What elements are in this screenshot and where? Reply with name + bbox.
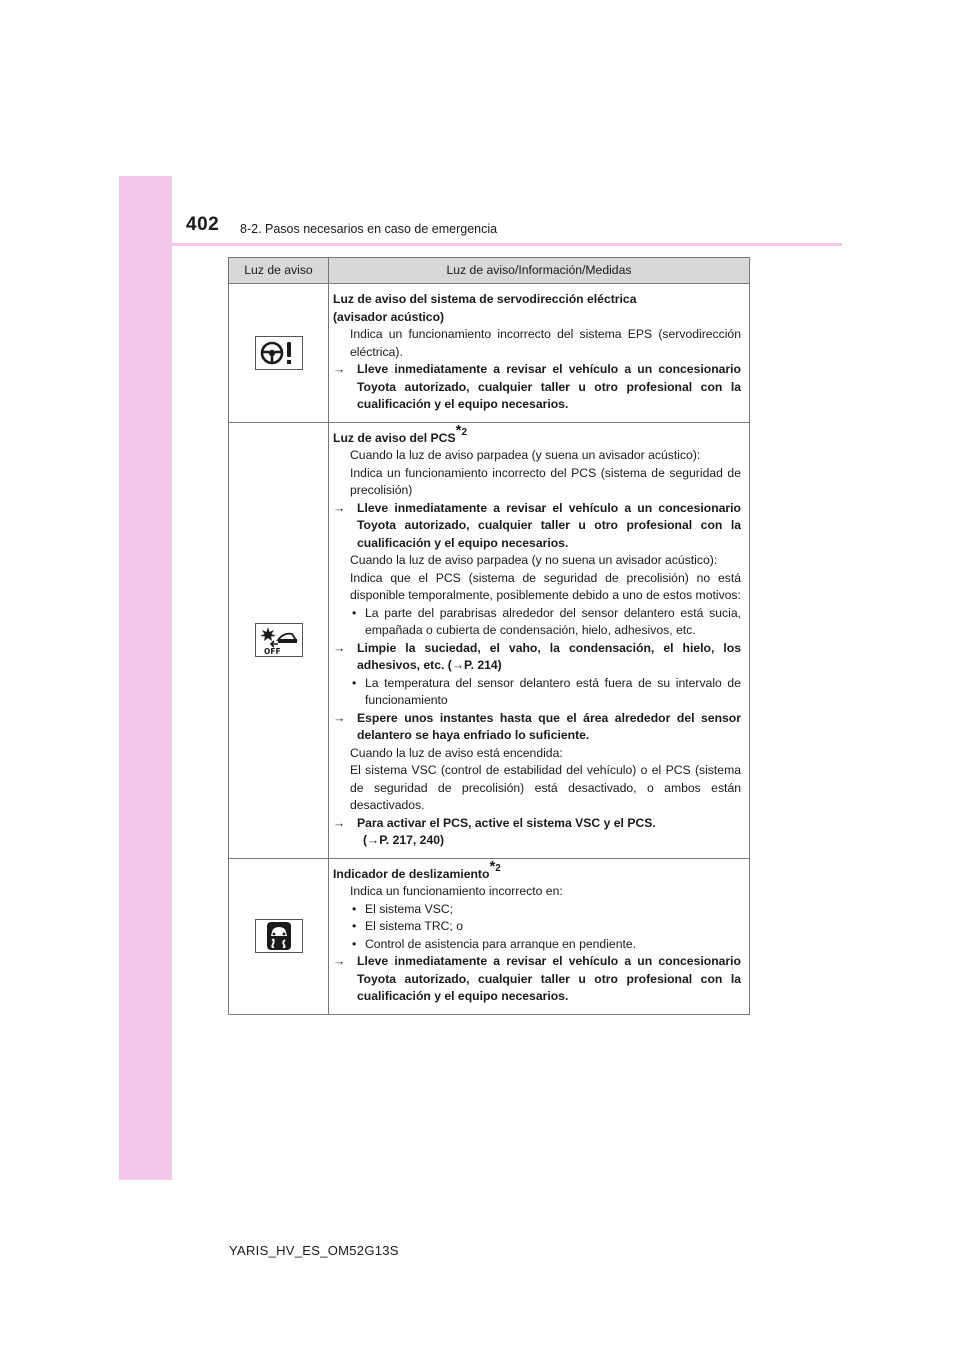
footnote-star: * <box>489 857 496 875</box>
row-description: Indica un funcionamiento incorrecto del sistema EPS (servodirección eléctrica). <box>350 327 741 359</box>
slip-indicator-icon <box>255 919 303 953</box>
row-heading <box>333 421 741 448</box>
paragraph: Cuando la luz de aviso parpadea (y no suena un avisador acústico): <box>350 553 718 567</box>
bullet-item: • El sistema VSC; <box>333 901 741 919</box>
action-instruction: → Lleve inmediatamente a revisar el vehículo a un concesionario Toyota autorizado, cualquier taller u otro profesional con la cualificación y el equipo necesarios. <box>333 953 741 1006</box>
action-instruction: → Lleve inmediatamente a revisar el vehículo a un concesionario Toyota autorizado, cualquier taller u otro profesional con la cualificación y el equipo necesarios. <box>333 500 741 553</box>
row-subheading: (avisador acústico) <box>333 309 445 324</box>
bullet-item: • La parte del parabrisas alrededor del sensor delantero está sucia, empañada o cubierta de condensación, hielo, adhesivos, etc. <box>333 605 741 640</box>
paragraph: Cuando la luz de aviso está encendida: <box>350 745 563 760</box>
bullet-item: • Control de asistencia para arranque en pendiente. <box>333 936 741 954</box>
info-cell <box>329 284 750 423</box>
bullet-item: • La temperatura del sensor delantero está fuera de su intervalo de funcionamiento <box>333 675 741 710</box>
table-row <box>229 858 750 1014</box>
icon-cell <box>229 858 329 1014</box>
table-header-row <box>229 258 750 284</box>
action-instruction: → Para activar el PCS, active el sistema VSC y el PCS. <box>333 815 741 833</box>
info-cell <box>329 422 750 858</box>
action-instruction: → Lleve inmediatamente a revisar el vehículo a un concesionario Toyota autorizado, cualquier taller u otro profesional con la cualificación y el equipo necesarios. <box>333 361 741 414</box>
paragraph: Indica que el PCS (sistema de seguridad de precolisión) no está disponible temporalmente, posiblemente debido a uno de estos motivos: <box>350 570 741 602</box>
action-instruction: → Limpie la suciedad, el vaho, la condensación, el hielo, los adhesivos, etc. (→P. 214) <box>333 640 741 675</box>
bullet-item: • El sistema TRC; o <box>333 918 741 936</box>
warning-lights-table <box>228 257 750 1015</box>
document-code: YARIS_HV_ES_OM52G13S <box>229 1243 399 1258</box>
row-heading: Luz de aviso del sistema de servodirección eléctrica <box>333 292 637 306</box>
pcs-off-icon <box>255 623 303 657</box>
footnote-marker <box>489 857 501 875</box>
header-rule <box>172 243 842 246</box>
paragraph: Cuando la luz de aviso parpadea (y suena un avisador acústico): <box>350 448 701 462</box>
page-reference: (→P. 217, 240) <box>363 833 445 847</box>
action-instruction: → Espere unos instantes hasta que el área alrededor del sensor delantero se haya enfriado lo suficiente. <box>333 710 741 745</box>
footnote-number: 2 <box>461 426 467 438</box>
chapter-sidebar-tab <box>119 176 172 1180</box>
icon-cell <box>229 422 329 858</box>
info-cell <box>329 858 750 1014</box>
paragraph: El sistema VSC (control de estabilidad del vehículo) o el PCS (sistema de seguridad de precolisión) está desactivado, o ambos están desactivados. <box>350 763 741 812</box>
section-title: 8-2. Pasos necesarios en caso de emergencia <box>240 222 498 236</box>
row-heading-text: Indicador de deslizamiento <box>333 866 490 881</box>
footnote-star: * <box>455 421 462 439</box>
paragraph: Indica un funcionamiento incorrecto del PCS (sistema de seguridad de precolisión) <box>350 465 741 497</box>
steering-wheel-warning-icon <box>255 336 303 370</box>
table-row <box>229 284 750 423</box>
row-description: Indica un funcionamiento incorrecto en: <box>350 884 563 898</box>
icon-cell <box>229 284 329 423</box>
off-label: OFF <box>263 647 281 656</box>
column-header-info: Luz de aviso/Información/Medidas <box>329 258 750 284</box>
column-header-light: Luz de aviso <box>229 258 329 284</box>
table-row <box>229 422 750 858</box>
footnote-number: 2 <box>495 862 501 874</box>
row-heading-text: Luz de aviso del PCS <box>333 430 456 445</box>
page-number: 402 <box>186 214 220 235</box>
footnote-marker <box>455 421 467 439</box>
row-heading <box>333 857 741 884</box>
